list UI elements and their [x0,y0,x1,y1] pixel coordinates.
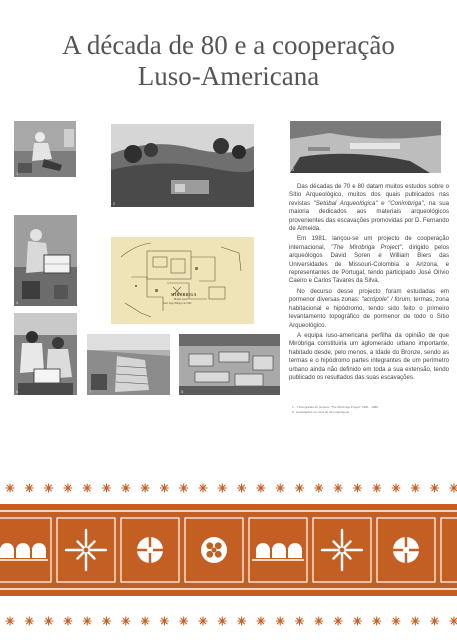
star-motif-icon [199,617,207,625]
title-line-2: Luso-Americana [137,61,320,91]
photo-number: 7 [89,389,92,394]
decorative-motif-row-top [0,482,457,494]
photo-number: 2 [113,201,116,206]
star-motif-icon [45,617,53,625]
plan-signature: Sant. Irago Burgos de 1982 [163,302,192,305]
star-motif-icon [141,484,149,492]
project-name: "The Mirobriga Project" [330,243,402,251]
note-1: 1 - 7 Fotografias do projecto "The Mirobriga Project" 1981 - 1986 [292,405,379,409]
photo-number: 8 [181,389,184,394]
decorative-motif-row-bottom [0,615,457,627]
plan-sublabel: Planta Geral [174,298,188,301]
publication-names: "Setúbal Arqueológica" e "Conimbriga" [313,199,424,207]
zone-names: "acrópole" / forum [361,296,411,304]
star-motif-icon [141,617,149,625]
star-motif-icon [238,484,246,492]
star-motif-icon [218,617,226,625]
plan-label: MIROBRIGA [171,293,197,297]
photo-excavator-kneeling [14,121,76,177]
paragraph-2: Em 1981, lançou-se um projecto de cooperação internacional, "The Mirobriga Project", dirigido pelos arqueólogos David Soren e William Biers das Universidades de Missouri-Colombia e Arizona, e representantes de Portugal, tendo participado José Olívio Caeiro e Carlos Tavares da Silva. [289,235,450,285]
photo-number: 4 [16,300,19,305]
star-motif-icon [83,617,91,625]
star-motif-icon [431,617,439,625]
star-motif-icon [373,617,381,625]
star-motif-icon [353,484,361,492]
body-text [289,183,449,384]
photo-trench-aerial [290,121,441,173]
star-motif-icon [373,484,381,492]
photo-number: 5 [113,318,116,323]
star-motif-icon [83,484,91,492]
star-motif-icon [257,617,265,625]
star-motif-icon [276,617,284,625]
photo-worker-sieving [14,215,77,306]
star-motif-icon [450,484,457,492]
photo-stone-structures [179,334,280,395]
photo-number: 1 [16,171,19,176]
star-motif-icon [64,617,72,625]
decorative-mosaic-band [0,504,457,596]
star-motif-icon [25,617,33,625]
photo-workers-seated [14,313,77,395]
star-motif-icon [180,617,188,625]
star-motif-icon [103,617,111,625]
star-motif-icon [334,484,342,492]
star-motif-icon [431,484,439,492]
photo-hillside-landscape [111,124,254,207]
star-motif-icon [315,617,323,625]
star-motif-icon [160,617,168,625]
star-motif-icon [122,617,130,625]
paragraph-3: No decurso desse projecto foram estudadas em pormenor diversas zonas: "acrópole" / forum, termas, zona habitacional e hipódromo, tendo sido feito o primeiro levantamento topográfico de pormenor de todo o Sítio Arqueológico. [289,287,449,329]
star-motif-icon [238,617,246,625]
photo-number: 3 [292,167,295,172]
photo-notes [292,405,442,415]
star-motif-icon [64,484,72,492]
star-motif-icon [334,617,342,625]
star-motif-icon [45,484,53,492]
star-motif-icon [353,617,361,625]
star-motif-icon [315,484,323,492]
star-motif-icon [411,617,419,625]
star-motif-icon [296,484,304,492]
star-motif-icon [276,484,284,492]
paragraph-4: A equipa luso-americana perfilha da opinião de que Miróbriga constituiria um aglomerado urbano importante, habitado desde, pelo menos, a Idade do Bronze, sendo as termas e o hipódromo partes integrantes de um perímetro urbano ainda não definido em toda a sua extensão, tendo publicado os resultados das suas escavações. [289,331,449,381]
star-motif-icon [218,484,226,492]
star-motif-icon [160,484,168,492]
photo-site-plan-drawing [111,237,254,324]
star-motif-icon [296,617,304,625]
photo-number: 6 [16,389,19,394]
star-motif-icon [6,617,14,625]
star-motif-icon [411,484,419,492]
star-motif-icon [199,484,207,492]
star-motif-icon [180,484,188,492]
star-motif-icon [25,484,33,492]
star-motif-icon [450,617,457,625]
star-motif-icon [6,484,14,492]
paragraph-1: Das décadas de 70 e 80 datam muitos estudos sobre o Sítio Arqueológico, muitos dos quais publicados nas revistas "Setúbal Arqueológica" e "Conimbriga", na sua maioria dedicados aos materiais arqueológicos provenientes das escavações promovidas por D. Fernando de Almeida. [289,183,449,233]
title-line-1: A década de 80 e a cooperação [62,30,395,60]
star-motif-icon [392,617,400,625]
page-title [0,30,457,92]
star-motif-icon [103,484,111,492]
note-2: 8 - Escavações na zona do forum/acrópole [292,410,350,414]
star-motif-icon [122,484,130,492]
star-motif-icon [392,484,400,492]
star-motif-icon [257,484,265,492]
photo-excavated-wall [87,334,170,395]
